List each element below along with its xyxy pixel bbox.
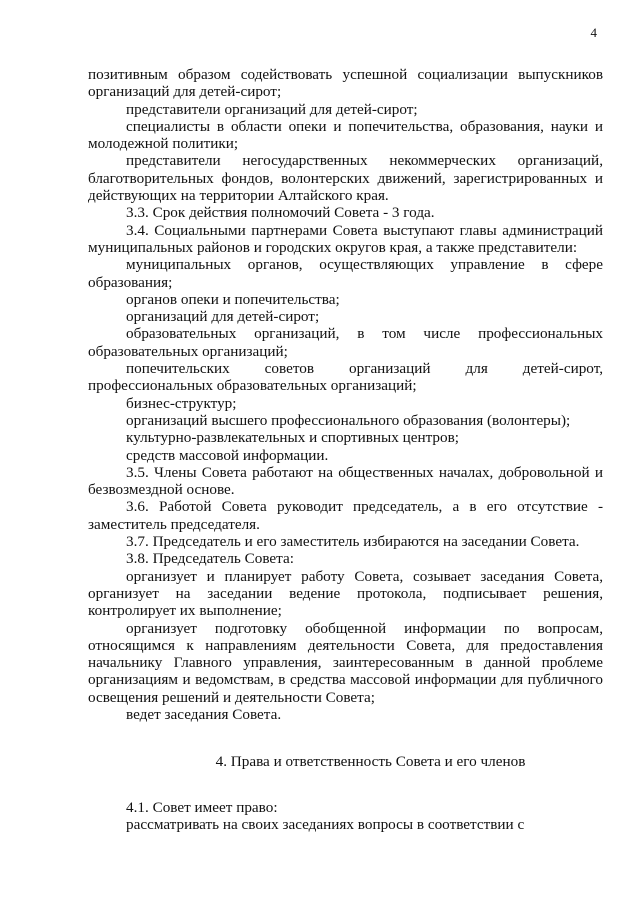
paragraph: представители негосударственных некоммерческих организаций, благотворительных фондов, волонтерских движений, зарегистрированных и действующих на территории Алтайского края. bbox=[88, 152, 603, 205]
paragraph: представители организаций для детей-сирот; bbox=[126, 100, 418, 118]
paragraph: организует и планирует работу Совета, созывает заседания Совета, организует на заседании ведение протокола, подписывает решения, контролирует их выполнение; bbox=[88, 567, 603, 620]
paragraph: организаций для детей-сирот; bbox=[126, 308, 320, 326]
clause-3-7: 3.7. Председатель и его заместитель избираются на заседании Совета. bbox=[126, 533, 580, 551]
paragraph: позитивным образом содействовать успешной социализации выпускников организаций для детей-сирот; bbox=[88, 66, 603, 101]
document-body bbox=[88, 66, 603, 833]
paragraph: бизнес-структур; bbox=[126, 394, 237, 412]
clause-3-6: 3.6. Работой Совета руководит председатель, а в его отсутствие - заместитель председателя. bbox=[88, 498, 603, 533]
page-number: 4 bbox=[590, 25, 597, 40]
paragraph: специалисты в области опеки и попечительства, образования, науки и молодежной политики; bbox=[88, 117, 603, 153]
paragraph: муниципальных органов, осуществляющих управление в сфере образования; bbox=[88, 256, 603, 291]
paragraph: рассматривать на своих заседаниях вопросы в соответствии с bbox=[126, 815, 525, 833]
clause-3-5: 3.5. Члены Совета работают на общественных началах, добровольной и безвозмездной основе. bbox=[88, 463, 603, 499]
clause-4-1: 4.1. Совет имеет право: bbox=[126, 798, 278, 816]
paragraph: организует подготовку обобщенной информации по вопросам, относящимся к направлениям деятельности Совета, для предоставления начальнику Главного управления, заинтересованным в данной проблеме организациям и ведомствам, в средства массовой информации для публичного освещения решений и деятельности Совета; bbox=[88, 619, 603, 706]
paragraph: попечительских советов организаций для детей-сирот, профессиональных образовательных организаций; bbox=[88, 360, 603, 395]
clause-3-3: 3.3. Срок действия полномочий Совета - 3 года. bbox=[126, 204, 435, 222]
paragraph: органов опеки и попечительства; bbox=[126, 290, 340, 308]
section-heading: 4. Права и ответственность Совета и его членов bbox=[215, 753, 526, 771]
clause-3-4: 3.4. Социальными партнерами Совета выступают главы администраций муниципальных районов и городских округов края, а также представители: bbox=[88, 221, 603, 256]
paragraph: средств массовой информации. bbox=[126, 446, 329, 464]
paragraph: культурно-развлекательных и спортивных центров; bbox=[126, 429, 459, 447]
paragraph: ведет заседания Совета. bbox=[126, 705, 282, 723]
paragraph: организаций высшего профессионального образования (волонтеры); bbox=[126, 411, 571, 429]
paragraph: образовательных организаций, в том числе профессиональных образовательных организаций; bbox=[88, 325, 603, 360]
clause-3-8: 3.8. Председатель Совета: bbox=[126, 550, 294, 568]
